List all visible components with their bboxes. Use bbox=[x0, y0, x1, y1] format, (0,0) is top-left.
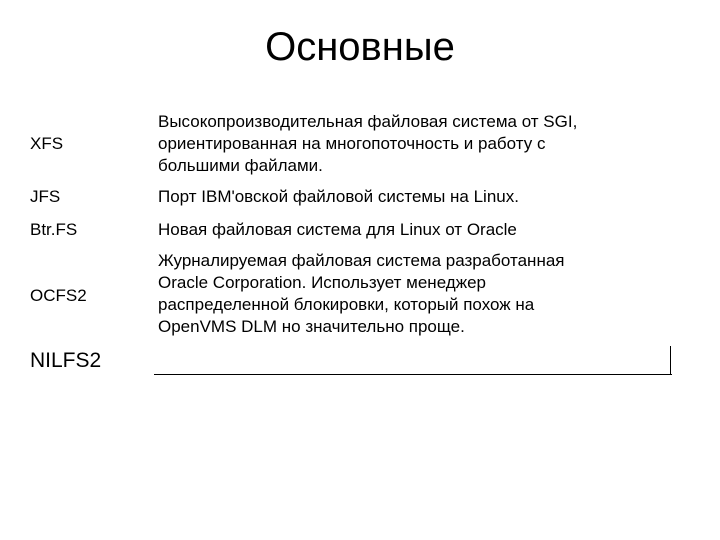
description-ocfs2 bbox=[158, 250, 688, 338]
term-xfs: XFS bbox=[30, 134, 64, 153]
table-border-bottom bbox=[154, 374, 672, 375]
slide-title: Основные bbox=[265, 25, 455, 69]
term-nilfs2: NILFS2 bbox=[30, 349, 102, 372]
description-jfs bbox=[158, 186, 688, 208]
description-line: ориентированная на многопоточность и работу с bbox=[158, 134, 546, 153]
description-line: Журналируемая файловая система разработанная bbox=[158, 251, 565, 270]
description-line: большими файлами. bbox=[158, 156, 323, 175]
description-line: Oracle Corporation. Использует менеджер bbox=[158, 273, 486, 292]
description-line: Высокопроизводительная файловая система от SGI, bbox=[158, 112, 578, 131]
description-xfs bbox=[158, 111, 688, 177]
term-ocfs2: OCFS2 bbox=[30, 286, 87, 305]
term-btrfs: Btr.FS bbox=[30, 220, 78, 239]
description-line: Порт IBM'овской файловой системы на Linux. bbox=[158, 187, 519, 206]
description-btrfs bbox=[158, 219, 688, 241]
description-line: распределенной блокировки, который похож на bbox=[158, 295, 535, 314]
term-jfs: JFS bbox=[30, 187, 61, 206]
table-border-right bbox=[670, 346, 671, 375]
description-line: Новая файловая система для Linux от Oracle bbox=[158, 220, 517, 239]
description-line: OpenVMS DLM но значительно проще. bbox=[158, 317, 465, 336]
